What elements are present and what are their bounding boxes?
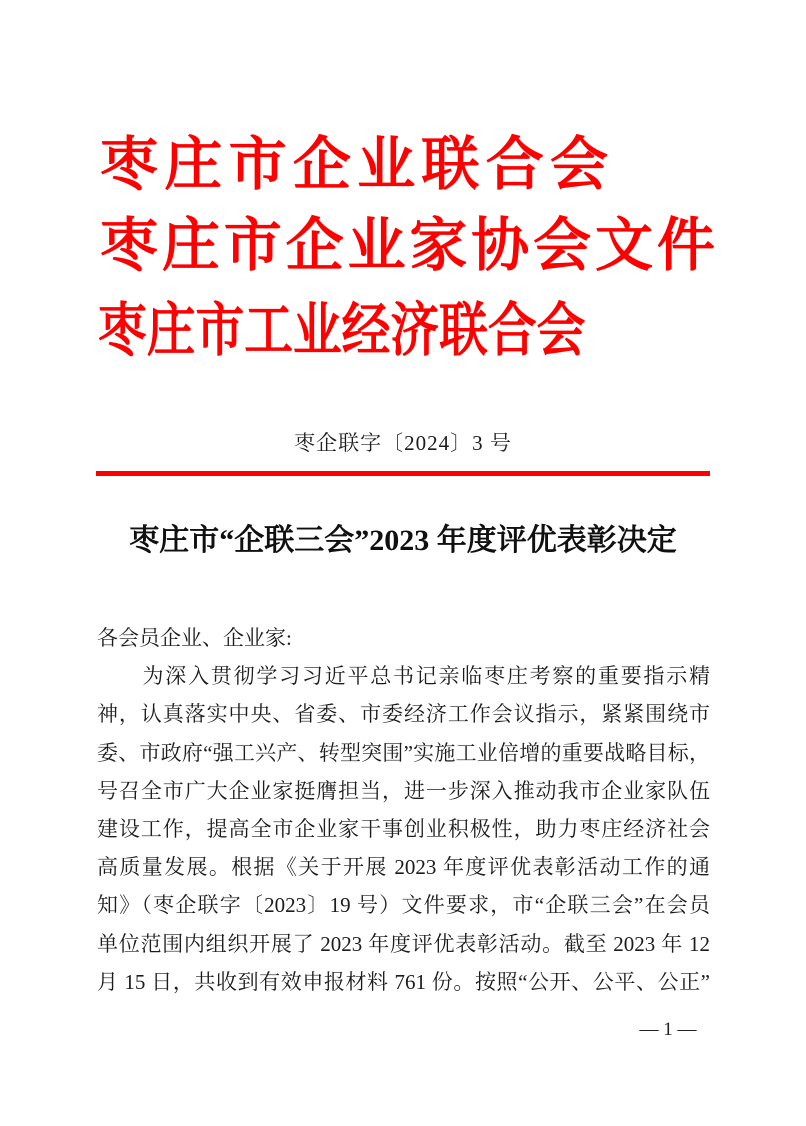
body-paragraph — [97, 657, 710, 1001]
org-name-line-1 — [100, 132, 608, 197]
org-name-char: 业 — [357, 132, 416, 197]
org-name-char: 联 — [439, 298, 488, 363]
body-text-line: 建设工作，提高全市企业家干事创业积极性，助力枣庄经济社会 — [97, 817, 710, 842]
org-name-char: 文 — [595, 213, 654, 278]
org-name-char: 会 — [549, 132, 608, 197]
org-name-char: 业 — [347, 213, 406, 278]
org-name-char: 工 — [244, 298, 293, 363]
body-text-line: 神，认真落实中央、省委、市委经济工作会议指示，紧紧围绕市 — [97, 702, 710, 727]
org-name-char: 市 — [223, 213, 282, 278]
body-text-line: 委、市政府“强工兴产、转型突围”实施工业倍增的重要战略目标， — [97, 740, 710, 765]
body-text-line: 单位范围内组织开展了 2023 年度评优表彰活动。截至 2023 年 12 — [97, 931, 710, 956]
org-name-char: 枣 — [100, 132, 159, 197]
org-name-char: 企 — [292, 132, 351, 197]
body-text-line: 月 15 日，共收到有效申报材料 761 份。按照“公开、公平、公正” — [97, 969, 710, 994]
org-name-char: 协 — [471, 213, 530, 278]
org-name-char: 业 — [292, 298, 342, 363]
org-name-char: 合 — [485, 132, 544, 197]
org-name-char: 联 — [421, 132, 480, 197]
body-text-line: 号召全市广大企业家挺膺担当，进一步深入推动我市企业家队伍 — [97, 778, 710, 803]
org-name-line-2 — [100, 213, 715, 278]
org-name-char: 济 — [390, 298, 440, 363]
org-name-char: 枣 — [100, 213, 159, 278]
org-name-char: 市 — [228, 132, 287, 197]
org-name-char: 枣 — [98, 298, 147, 363]
org-name-char: 家 — [409, 213, 468, 278]
org-name-char: 会 — [533, 213, 592, 278]
document-title: 枣庄市“企联三会”2023 年度评优表彰决定 — [129, 524, 677, 557]
org-name-char: 企 — [285, 213, 344, 278]
body-text-line: 为深入贯彻学习习近平总书记亲临枣庄考察的重要指示精 — [97, 664, 710, 689]
org-name-char: 庄 — [164, 132, 223, 197]
red-divider-rule — [96, 471, 710, 476]
org-name-char: 市 — [195, 298, 245, 363]
org-name-char: 庄 — [161, 213, 220, 278]
org-name-char: 会 — [536, 298, 586, 363]
org-name-char: 合 — [487, 298, 537, 363]
document-body — [97, 619, 710, 1001]
org-name-char: 经 — [341, 298, 391, 363]
salutation-line: 各会员企业、企业家: — [97, 626, 292, 650]
document-number: 枣企联字〔2024〕3 号 — [294, 431, 512, 455]
org-name-char: 件 — [656, 213, 715, 278]
org-name-char: 庄 — [146, 298, 196, 363]
page-number: — 1 — — [639, 1019, 697, 1040]
org-name-line-3 — [98, 298, 586, 363]
body-text-line: 高质量发展。根据《关于开展 2023 年度评优表彰活动工作的通 — [97, 855, 710, 880]
body-text-line: 知》（枣企联字〔2023〕19 号）文件要求，市“企联三会”在会员 — [97, 893, 710, 918]
